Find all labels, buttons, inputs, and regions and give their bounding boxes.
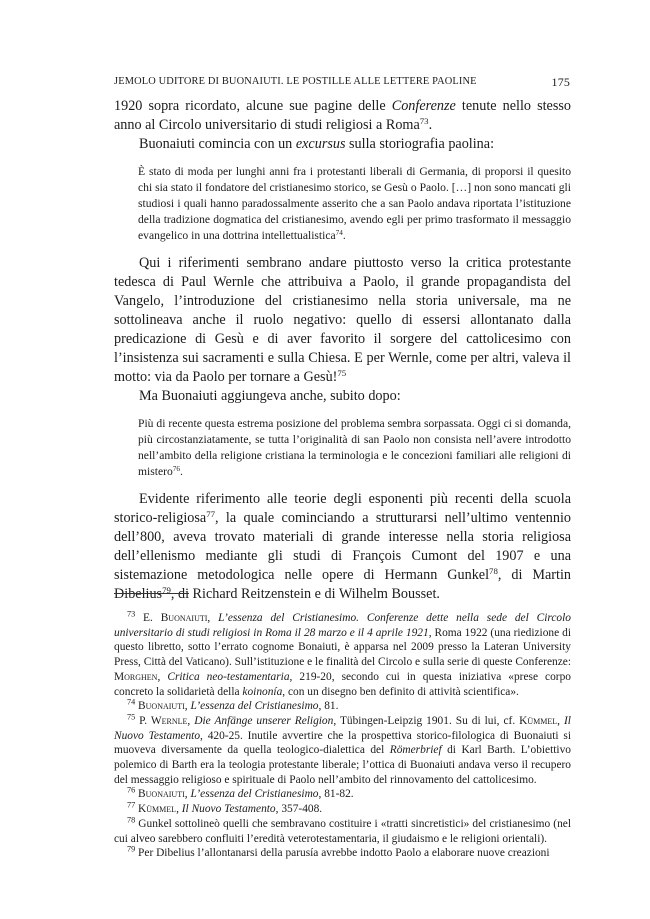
work-title: Römerbrief: [389, 744, 442, 757]
italic-title: Conferenze: [391, 98, 456, 114]
footnote-73: $^{73}$ E. Buonaiuti, L’essenza del Cristianesimo. Conferenze dette nella sede del Circolo universitario di studi religiosi in Roma il 28 marzo e il 4 aprile 1921, Roma 1922 (una riedizione di questo libretto, sotto l’errato cognome Bonaiuti, è apparsa nel 2009 presso la Lateran University Press, Città del Vaticano). Sull’istituzione e le finalità del Circolo e sulla serie di queste Conferenze: Morghen, Critica neo-testamentaria, 219-20, secondo cui in questa iniziativa «prese corpo concreto la solidarietà della koinonía, con un disegno ben definito di attività scientifica».: [114, 609, 571, 698]
main-text: [114, 97, 571, 604]
footnote-75: $^{75}$ P. Wernle, Die Anfänge unserer Religion, Tübingen-Leipzig 1901. Su di lui, cf. Kümmel, Il Nuovo Testamento, 420-25. Inutile avvertire che la prospettiva storico-filologica di Buonaiuti si muoveva diversamente da quella teologico-dialettica del Römerbrief di Karl Barth. L’obiettivo polemico di Barth era la teologia protestante liberale; l’ottica di Buonaiuti andava verso il recupero del messaggio religioso e spirituale di Paolo nell’ambito del rinnovamento del cattolicesimo.: [114, 712, 571, 786]
author: Morghen: [114, 670, 158, 683]
paragraph-3: Qui i riferimenti sembrano andare piuttosto verso la critica protestante tedesca di Paul Wernle che attribuiva a Paolo, il grande propagandista del Vangelo, l’introduzione del cristianesimo nella storia universale, ma ne sottolineava anche il ruolo negativo: quello di essersi allontanato dalla predicazione di Gesù e di aver favorito il sorgere del cattolicesimo con l’insistenza sui sacramenti e sulla Chiesa. E per Wernle, come per altri, valeva il motto: via da Paolo per tornare a Gesù!$^{75}$: [114, 255, 571, 385]
work-title: Il Nuovo Testamento: [114, 714, 571, 742]
paragraph-4: Ma Buonaiuti aggiungeva anche, subito dopo:: [139, 388, 401, 404]
footnote-ref[interactable]: 77: [206, 509, 215, 520]
italic-term: excursus: [295, 136, 346, 152]
footnote-77: $^{77}$ Kümmel, Il Nuovo Testamento, 357-408.: [127, 800, 323, 816]
footnote-number: 77: [127, 800, 136, 810]
author: Buonaiuti: [138, 788, 185, 801]
footnote-number: 78: [127, 815, 136, 825]
running-header: [114, 76, 570, 87]
paragraph-2: Buonaiuti comincia con un excursus sulla storiografia paolina:: [139, 136, 495, 152]
work-title: L’essenza del Cristianesimo: [190, 700, 319, 713]
author: Kümmel: [519, 714, 558, 727]
footnote-number: 74: [127, 697, 136, 707]
footnote-78: $^{78}$ Gunkel sottolineò quelli che sembravano costituire i «tratti sincretistici» del cristianesimo (nel cui alveo sarebbero confluiti l’eredità veterotestamentaria, il giudaismo e le religioni orientali).: [114, 815, 571, 845]
footnote-ref[interactable]: 73: [419, 116, 429, 127]
footnote-76: $^{76}$ Buonaiuti, L’essenza del Cristianesimo, 81-82.: [127, 785, 354, 801]
footnotes: [114, 611, 571, 861]
footnote-number: 73: [127, 609, 136, 619]
work-title: L’essenza del Cristianesimo. Conferenze dette nella sede del Circolo universitario di studi religiosi in Roma il 28 marzo e il 4 aprile 1921: [114, 612, 571, 639]
block-quote-1: È stato di moda per lunghi anni fra i protestanti liberali di Germania, di proporsi il quesito chi sia stato il fondatore del cristianesimo storico, se Gesù o Paolo. […] non sono mancati gli studiosi i quali hanno paradossalmente asserito che a san Paolo andava riportata l’istituzione della tradizione dogmatica del cristianesimo, avendo egli per primo trasformato il messaggio evangelico in una dottrina intellettualistica$^{74}$.: [138, 165, 571, 242]
paragraph-1: 1920 sopra ricordato, alcune sue pagine delle Conferenze tenute nello stesso anno al Circolo universitario di studi religiosi a Roma$^{73}$.: [114, 98, 571, 133]
footnote-ref[interactable]: 79: [162, 585, 171, 596]
footnote-number: 76: [127, 785, 136, 795]
author: Kümmel: [138, 803, 177, 816]
footnote-ref[interactable]: 76: [172, 465, 180, 474]
footnote-number: 79: [127, 844, 136, 854]
work-title: L’essenza del Cristianesimo: [190, 788, 319, 801]
footnote-separator: [114, 593, 189, 594]
work-title: Il Nuovo Testamento: [181, 803, 276, 816]
author: P. Wernle: [139, 714, 188, 727]
block-quote-2: Più di recente questa estrema posizione del problema sembra sorpassata. Oggi ci si domanda, più circostanziatamente, se tutta l’originalità di san Paolo non consista nell’avere introdotto nell’ambito della religione cristiana la terminologia e le concezioni familiari alle religioni di mistero$^{76}$.: [138, 417, 571, 478]
footnote-number: 75: [127, 712, 136, 722]
footnote-74: $^{74}$ Buonaiuti, L’essenza del Cristianesimo, 81.: [127, 697, 339, 713]
paragraph-5: Evidente riferimento alle teorie degli esponenti più recenti della scuola storico-religiosa$^{77}$, la quale cominciando a strutturarsi nell’ultimo ventennio dell’800, aveva trovato materiali di grande interesse nella storia religiosa dell’ellenismo mediante gli studi di François Cumont del 1907 e una sistemazione metodologica nelle opere di Hermann Gunkel$^{78}$, di Martin Dibelius$^{79}$, di Richard Reitzenstein e di Wilhelm Bousset.: [114, 491, 571, 602]
author: E. Buonaiuti: [143, 612, 208, 624]
footnote-ref[interactable]: 75: [337, 368, 347, 379]
footnote-ref[interactable]: 74: [335, 229, 343, 238]
running-title: JEMOLO UDITORE DI BUONAIUTI. LE POSTILLE ALLE LETTERE PAOLINE: [114, 76, 477, 87]
page-number: 175: [551, 75, 570, 89]
work-title: Critica neo-testamentaria: [167, 670, 290, 683]
work-title: Die Anfänge unserer Religion: [194, 714, 334, 727]
footnote-79: $^{79}$ Per Dibelius l’allontanarsi della parusía avrebbe indotto Paolo a elaborare nuove creazioni: [127, 844, 550, 860]
greek-term: koinonía: [242, 685, 283, 698]
footnote-ref[interactable]: 78: [489, 566, 498, 577]
author: Buonaiuti: [138, 700, 185, 713]
